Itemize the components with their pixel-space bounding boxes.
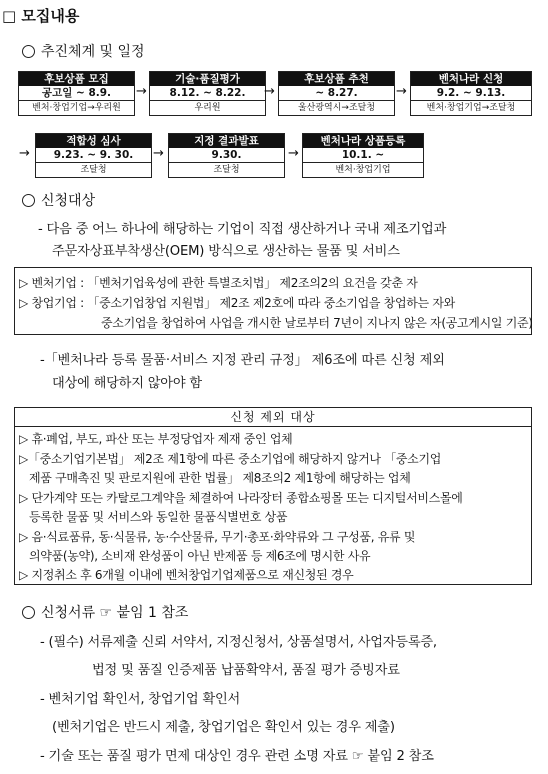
target-line-1: - 다음 중 어느 하나에 해당하는 기업이 직접 생산하거나 국내 제조기업과 bbox=[38, 222, 447, 237]
arrow-icon: → bbox=[288, 146, 299, 161]
arrow-icon: → bbox=[396, 84, 407, 99]
exclusion-line: ▷ 지정취소 후 6개월 이내에 벤처창업기업제품으로 재신청된 경우 bbox=[19, 568, 354, 582]
flow-step-6 bbox=[168, 133, 285, 178]
docs-line-3: - 벤처기업 확인서, 창업기업 확인서 bbox=[40, 692, 241, 707]
flow-step-date: ~ 8.27. bbox=[279, 86, 394, 101]
exclusion-line: ▷ 단가계약 또는 카탈로그계약을 체결하여 나라장터 종합쇼핑몰 또는 디지털서비스몰에 bbox=[19, 491, 463, 505]
flow-step-5 bbox=[35, 133, 152, 178]
exclusion-line: 의약품(농약), 소비재 완성품이 아닌 반제품 등 제6조에 명시한 사유 bbox=[29, 549, 371, 563]
flow-step-header: 벤처나라 상품등록 bbox=[303, 134, 423, 148]
flow-step-owner: 우리원 bbox=[194, 103, 221, 113]
target-line-3: -「벤처나라 등록 물품·서비스 지정 관리 규정」 제6조에 따른 신청 제외 bbox=[40, 353, 445, 368]
exclusion-header: 신청 제외 대상 bbox=[15, 408, 531, 427]
docs-line-5: - 기술 또는 품질 평가 면제 대상인 경우 관련 소명 자료 ☞ 붙임 2 참조 bbox=[40, 749, 434, 764]
section-docs-title: 신청서류 ☞ 붙임 1 참조 bbox=[41, 605, 189, 621]
eligibility-venture: ▷ 벤처기업 : 「벤처기업육성에 관한 특별조치법」 제2조의2의 요건을 갖춘 자 bbox=[19, 276, 418, 290]
arrow-icon: → bbox=[19, 146, 30, 161]
flow-step-header: 후보상품 추천 bbox=[279, 72, 394, 86]
exclusion-line: 등록한 물품 및 서비스와 동일한 물품식별번호 상품 bbox=[29, 510, 288, 524]
arrow-icon: → bbox=[136, 84, 147, 99]
flow-step-header: 벤처나라 신청 bbox=[411, 72, 531, 86]
exclusion-box bbox=[14, 407, 532, 585]
section-docs-heading bbox=[22, 602, 188, 622]
flow-step-2 bbox=[149, 71, 266, 116]
arrow-icon: → bbox=[153, 146, 164, 161]
flow-step-owner: 조달청 bbox=[213, 165, 240, 175]
eligibility-startup: ▷ 창업기업 : 「중소기업창업 지원법」 제2조 제2호에 따라 중소기업을 창업하는 자와 bbox=[19, 296, 455, 310]
flow-step-owner: 조달청 bbox=[80, 165, 107, 175]
flow-step-date: 9.30. bbox=[169, 148, 284, 163]
flow-step-header: 적합성 심사 bbox=[36, 134, 151, 148]
exclusion-line: ▷「중소기업기본법」 제2조 제1항에 따른 중소기업에 해당하지 않거나 「중소기업 bbox=[19, 452, 442, 466]
arrow-icon: → bbox=[264, 84, 275, 99]
flow-step-header: 지정 결과발표 bbox=[169, 134, 284, 148]
eligibility-startup-cont: 중소기업을 창업하여 사업을 개시한 날로부터 7년이 지나지 않은 자(공고게시일 기준) bbox=[101, 316, 533, 330]
flow-step-owner: 벤처·창업기업→우리원 bbox=[32, 103, 121, 113]
section-target-heading bbox=[22, 190, 95, 210]
flow-step-owner: 벤처·창업기업→조달청 bbox=[426, 103, 516, 113]
circle-bullet-icon bbox=[22, 194, 35, 207]
docs-line-4: (벤처기업은 반드시 제출, 창업기업은 확인서 있는 경우 제출) bbox=[52, 720, 395, 735]
target-line-2: 주문자상표부착생산(OEM) 방식으로 생산하는 물품 및 서비스 bbox=[52, 244, 400, 259]
docs-line-2: 법정 및 품질 인증제품 납품확약서, 품질 평가 증빙자료 bbox=[92, 663, 400, 678]
section-schedule-heading bbox=[22, 41, 145, 61]
exclusion-line: 제품 구매촉진 및 판로지원에 관한 법률」 제8조의2 제1항에 해당하는 업체 bbox=[29, 471, 411, 485]
exclusion-line: ▷ 음·식료품류, 동·식물류, 농·수산물류, 무기·총포·화약류와 그 구성품, 유류 및 bbox=[19, 530, 416, 544]
exclusion-line: ▷ 휴·폐업, 부도, 파산 또는 부정당업자 제재 중인 업체 bbox=[19, 432, 293, 446]
flow-step-3 bbox=[278, 71, 395, 116]
circle-bullet-icon bbox=[22, 45, 35, 58]
circle-bullet-icon bbox=[22, 606, 35, 619]
docs-line-1: - (필수) 서류제출 신뢰 서약서, 지정신청서, 상품설명서, 사업자등록증, bbox=[40, 635, 437, 650]
target-line-4: 대상에 해당하지 않아야 함 bbox=[52, 376, 202, 391]
flow-step-date: 9.23. ~ 9. 30. bbox=[36, 148, 151, 163]
flow-step-header: 후보상품 모집 bbox=[19, 72, 134, 86]
flow-step-7 bbox=[302, 133, 424, 178]
flow-step-date: 10.1. ~ bbox=[303, 148, 423, 163]
flow-step-date: 공고일 ~ 8.9. bbox=[19, 86, 134, 101]
flow-step-1 bbox=[18, 71, 135, 116]
section-target-title: 신청대상 bbox=[41, 193, 96, 209]
flow-step-date: 9.2. ~ 9.13. bbox=[411, 86, 531, 101]
flow-step-4 bbox=[410, 71, 532, 116]
eligibility-box bbox=[14, 267, 532, 335]
flow-step-date: 8.12. ~ 8.22. bbox=[150, 86, 265, 101]
flow-step-owner: 벤처·창업기업 bbox=[335, 165, 391, 175]
flow-step-header: 기술·품질평가 bbox=[150, 72, 265, 86]
flow-step-owner: 울산광역시→조달청 bbox=[297, 103, 376, 113]
page-title: □ 모집내용 bbox=[2, 7, 80, 25]
section-schedule-title: 추진체계 및 일정 bbox=[41, 44, 145, 60]
